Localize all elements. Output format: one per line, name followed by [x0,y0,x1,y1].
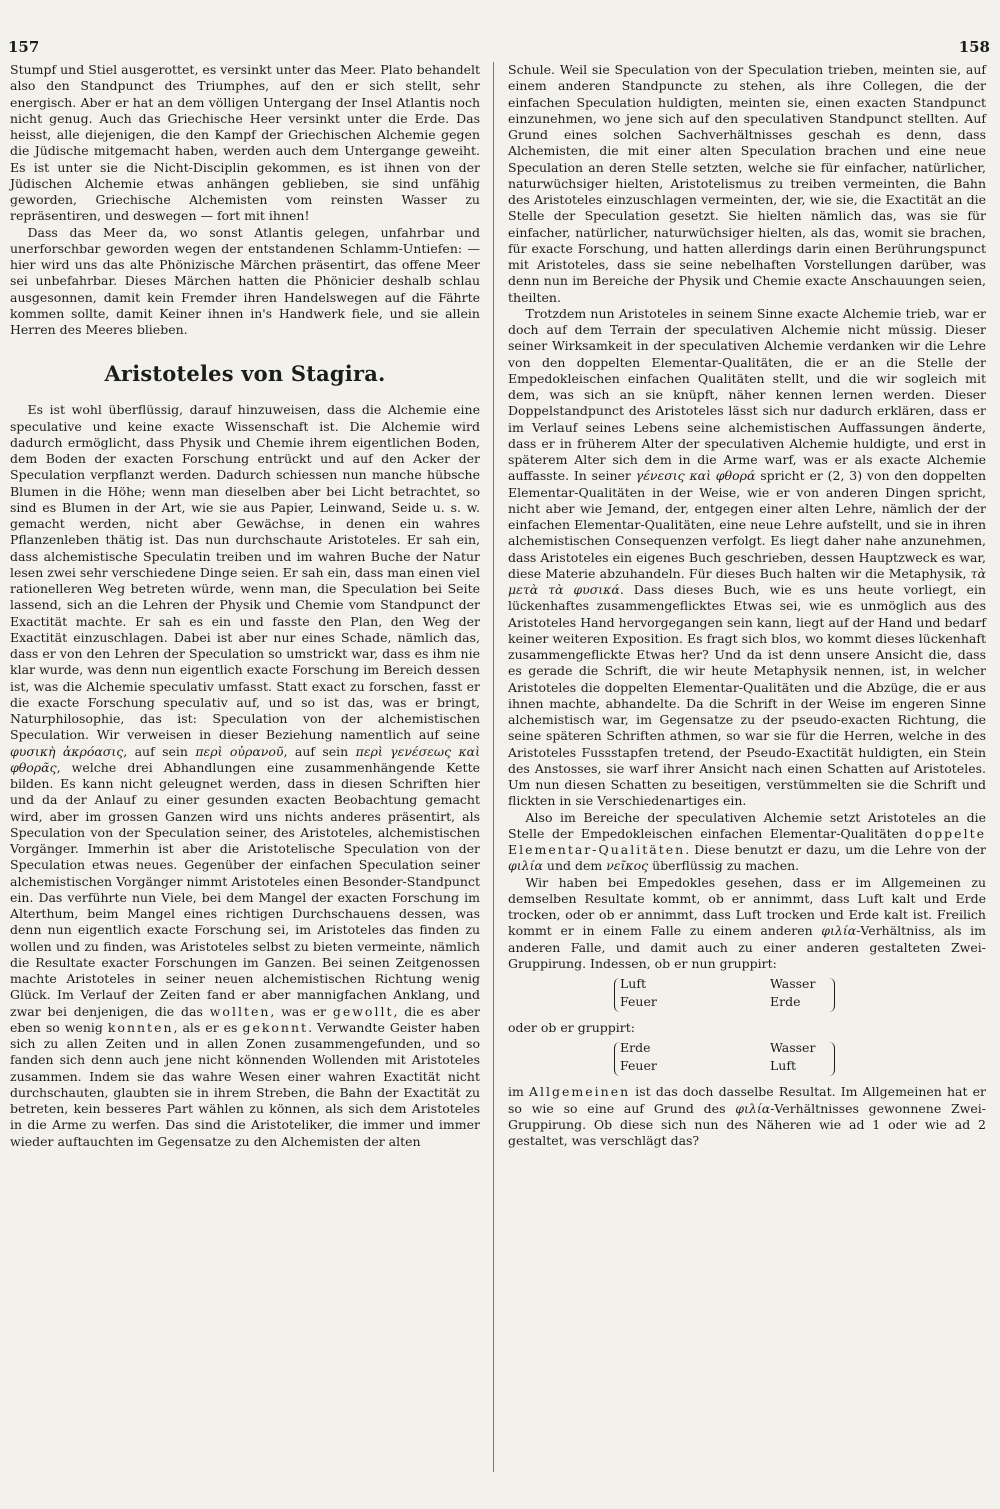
paragraph: Es ist wohl überflüssig, darauf hinzuweisen, dass die Alchemie eine speculative und keine exacte Wissenschaft ist. Die Alchemie wird dadurch ermöglicht, dass Physik und Chemie ihrem eigentlichen Boden, dem Boden der exacten Forschung entrückt und auf den Acker der Speculation verpflanzt werden. Dadurch schiessen nun manche hübsche Blumen in die Höhe; wenn man dieselben aber bei Licht betrachtet, so sind es Blumen in der Art, wie sie aus Papier, Leinwand, Seide u. s. w. gemacht werden, nicht aber Gewächse, in denen ein wahres Pflanzenleben thätig ist. Das nun durchschaute Aristoteles. Er sah ein, dass alchemistische Speculatin treiben und im wahren Buche der Natur lesen zwei sehr verschiedene Dinge seien. Er sah ein, dass man einen viel rationelleren Weg betreten würde, wenn man, die Speculation bei Seite lassend, sich an die Lehren der Physik und Chemie vom Standpunct der Exactität machte. Er sah es ein und fasste den Plan, den Weg der Exactität einzuschlagen. Dabei ist aber nur eines Schade, nämlich das, dass er von den Lehren der Speculation so umstrickt war, dass es ihm nie klar wurde, was denn nun eigentlich exacte Forschung im Bereich dessen ist, was die Alchemie speculativ umfasst. Statt exact zu forschen, fasst er die exacte Forschung speculativ auf, und so ist das, was er bringt, Naturphilosophie, das ist: Speculation von der alchemistischen Speculation. Wir verweisen in dieser Beziehung namentlich auf seine φυσικὴ ἀκρόασις, auf sein περὶ οὐρανοῦ, auf sein περὶ γενέσεως καὶ φθορᾶς, welche drei Abhandlungen eine zusammenhängende Kette bilden. Es kann nicht geleugnet werden, dass in diesen Schriften hier und da der Anlauf zu einer gesunden exacten Beobachtung gemacht wird, aber im grossen Ganzen wird uns nichts anderes präsentirt, als Speculation von der Speculation seiner, des Aristoteles, alchemistischen Vorgänger. Immerhin ist aber die Aristotelische Speculation von der Speculation etwas neues. Gegenüber der einfachen Speculation seiner alchemistischen Vorgänger nimmt Aristoteles einen Besonder-Standpunct ein. Das verführte nun Viele, bei dem Mangel der exacten Forschung im Alterthum, beim Mangel eines richtigen Durchschauens dessen, was denn nun eigentlich exacte Forschung sei, im Aristoteles das finden zu wollen und zu finden, was Aristoteles selbst zu bieten vermeinte, nämlich die Resultate exacter Forschungen im Ganzen. Bei seinen Zeitgenossen machte Aristoteles in seiner neuen alchemistischen Richtung wenig Glück. Im Verlauf der Zeiten fand er aber mannigfachen Anklang, und zwar bei denjenigen, die das wollten, was er gewollt, die es aber eben so wenig konnten, als er es gekonnt. Verwandte Geister haben sich zu allen Zeiten und in allen Zonen zusammengefunden, und so fanden sich denn auch jene nicht könnenden Wollenden mit Aristoteles zusammen. Indem sie das wahre Wesen einer wahren Exactität nicht durchschauten, glaubten sie in ihrem Streben, die Bahn der Exactität zu betreten, kein besseres Part wählen zu können, als sich dem Aristoteles in die Arme zu werfen. Das sind die Aristoteliker, die immer und immer wieder auftauchten im Gegensatze zu den Alchemisten der alten [10,402,480,1149]
paragraph: Dass das Meer da, wo sonst Atlantis gelegen, unfahrbar und unerforschbar geworden wegen der entstandenen Schlamm-Untiefen: — hier wird uns das alte Phönizische Märchen präsentirt, das offene Meer sei unbefahrbar. Dieses Märchen hatten die Phönicier deshalb schlau ausgesonnen, damit kein Fremder ihren Handelswegen auf die Fährte kommen sollte, damit Keiner ihnen in's Handwerk fiele, und sie allein Herren des Meeres blieben. [10,224,480,337]
greek-title: τὰ μετὰ τὰ φυσικά [508,565,986,597]
spaced-word: wollten [209,1003,271,1019]
group-right-top: Wasser [770,976,816,991]
group-left-bottom: Feuer [620,994,657,1009]
group-left-top: Erde [620,1040,651,1056]
group-right-bottom: Erde [770,994,801,1009]
spaced-word: gewollt [332,1003,394,1019]
paragraph: Also im Bereiche der speculativen Alchemie setzt Aristoteles an die Stelle der Empedokleischen einfachen Elementar-Qualitäten doppelte Elementar-Qualitäten. Diese benutzt er dazu, um die Lehre von der φιλία und dem νεῖκος überflüssig zu machen. [508,809,986,874]
group-left-top: Luft [620,976,647,991]
greek-word: φιλία [508,858,543,874]
column-divider [493,62,494,1472]
greek-title: γένεσις καὶ φθορά [635,468,756,484]
paragraph: Trotzdem nun Aristoteles in seinem Sinne exacte Alchemie trieb, war er doch auf dem Terrain der speculativen Alchemie nicht müssig. Dieser seiner Wirksamkeit in der speculativen Alchemie verdanken wir die Lehre von den doppelten Elementar-Qualitäten, die er an die Stelle der Empedokleischen einfachen Qualitäten stellt, und die wir sogleich mit dem, was sich an sie knüpft, näher kennen lernen werden. Dieser Doppelstandpunct des Aristoteles lässt sich nur dadurch erklären, dass er im Verlauf seines Lebens seine alchemistischen Auffassungen änderte, dass er in früherem Alter der speculativen Alchemie huldigte, und erst in späterem Alter sich dem in die Arme warf, was er als exacte Alchemie auffasste. In seiner γένεσις καὶ φθορά spricht er (2, 3) von den doppelten Elementar-Qualitäten in der Weise, wie er von anderen Dingen spricht, nicht aber wie Jemand, der, entgegen einer alten Lehre, nämlich der der einfachen Elementar-Qualitäten, eine neue Lehre aufstellt, und sie in ihren alchemistischen Consequenzen verfolgt. Es liegt daher nahe anzunehmen, dass Aristoteles ein eigenes Buch geschrieben, dessen Hauptzweck es war, diese Materie abzuhandeln. Für dieses Buch halten wir die Metaphysik, τὰ μετὰ τὰ φυσικά. Dass dieses Buch, wie es uns heute vorliegt, ein lückenhaftes zusammengeflicktes Etwas sei, wie es unmöglich aus des Aristoteles Hand hervorgegangen sein kann, liegt auf der Hand und bedarf keiner weiteren Exposition. Es fragt sich blos, wo kommt dieses lückenhaft zusammengeflickte Etwas her? Und da ist denn unsere Ansicht die, dass es gerade die Schrift, die wir heute Metaphysik nennen, ist, in welcher Aristoteles die doppelten Elementar-Qualitäten und die Abzüge, die er aus ihnen machte, abhandelte. Da die Schrift in der Weise im engeren Sinne alchemistisch war, im Gegensatze zu der pseudo-exacten Richtung, die seine späteren Schriften athmen, so war sie für die Herren, welche in des Aristoteles Fussstapfen tretend, der Pseudo-Exactität huldigten, ein Stein des Anstosses, sie warf ihrer Ansicht nach einen Schatten auf Aristoteles. Um nun diesen Schatten zu beseitigen, verstümmelten sie die Schrift und flickten in sie Verschiedenartiges ein. [508,305,987,809]
spaced-word: konnten [107,1019,174,1035]
spaced-word: doppelte Elementar-Qualitäten [508,825,986,857]
spaced-word: gekonnt [242,1019,309,1035]
right-column [508,62,986,1149]
left-column [10,62,480,1150]
page-number-right: 158 [958,38,990,56]
grouping-1 [508,976,986,1016]
right-brace [828,1042,835,1076]
greek-word: νεῖκος [606,858,649,874]
group-left-bottom: Feuer [620,1058,657,1074]
greek-word: φιλία [821,923,857,939]
group-right-top: Wasser [770,1040,816,1056]
group-right-bottom: Luft [770,1058,797,1074]
greek-title: περὶ γενέσεως καὶ φθορᾶς [10,743,480,775]
greek-word: φιλία [735,1100,771,1116]
greek-title: περὶ οὐρανοῦ [195,743,284,759]
spaced-word: Allgemeinen [529,1084,631,1100]
paragraph: Wir haben bei Empedokles gesehen, dass er im Allgemeinen zu demselben Resultate kommt, ob er annimmt, dass Luft kalt und Erde trocken, oder ob er annimmt, dass Luft trocken und Erde kalt ist. Freilich kommt er in einem Falle zu einem anderen φιλία-Verhältniss, als im anderen Falle, und damit auch zu einer anderen gestalteten Zwei-Gruppirung. Indessen, ob er nun gruppirt: [508,874,987,971]
section-title: Aristoteles von Stagira. [104,361,386,387]
greek-title: φυσικὴ ἀκρόασις [10,743,124,759]
grouping-2 [508,1040,986,1080]
paragraph: oder ob er gruppirt: [508,1020,635,1035]
paragraph: Schule. Weil sie Speculation von der Speculation trieben, meinten sie, auf einem anderen Standpuncte zu stehen, als ihre Collegen, die der einfachen Speculation huldigten, meinten sie, einen exacten Standpunct einzunehmen, wo jene sich auf den speculativen Standpunct stellten. Auf Grund eines solchen Sachverhältnisses geschah es denn, dass Alchemisten, die mit einer alten Speculation brachen und eine neue Speculation an deren Stelle setzten, welche sie für einfacher, natürlicher, naturwüchsiger hielten, Aristotelismus zu treiben vermeinten, die Bahn des Aristoteles einzuschlagen vermeinten, der, wie sie, die Exactität an die Stelle der Speculation gesetzt. Sie hielten nämlich das, was sie für einfacher, natürlicher, naturwüchsiger hielten, als das, womit sie brachen, für exacte Forschung, und hatten allerdings darin einen Berührungspunct mit Aristoteles, dass sie seine nebelhaften Vorstellungen darüber, was denn nun im Bereiche der Physik und Chemie exacte Anschauungen seien, theilten. [508,62,986,305]
paragraph: im Allgemeinen ist das doch dasselbe Resultat. Im Allgemeinen hat er so wie so eine auf Grund des φιλία-Verhältnisses gewonnene Zwei-Gruppirung. Ob diese sich nun des Näheren wie ad 1 oder wie ad 2 gestaltet, was verschlägt das? [508,1084,987,1148]
right-brace [828,978,835,1012]
page-number-left: 157 [8,38,40,56]
paragraph: Stumpf und Stiel ausgerottet, es versinkt unter das Meer. Plato behandelt also den Standpunct des Triumphes, auf den er sich stellt, sehr energisch. Aber er hat an dem völligen Untergang der Insel Atlantis noch nicht genug. Auch das Griechische Heer versinkt unter die Erde. Das heisst, alle diejenigen, die den Kampf der Griechischen Alchemie gegen die Jüdische mitgemacht haben, werden auch dem Untergange geweiht. Es ist unter sie die Nicht-Disciplin gekommen, es ist ihnen von der Jüdischen Alchemie etwas anhängen geblieben, sie sind unfähig geworden, Griechische Alchemisten vom reinsten Wasser zu repräsentiren, und deswegen — fort mit ihnen! [10,62,480,224]
